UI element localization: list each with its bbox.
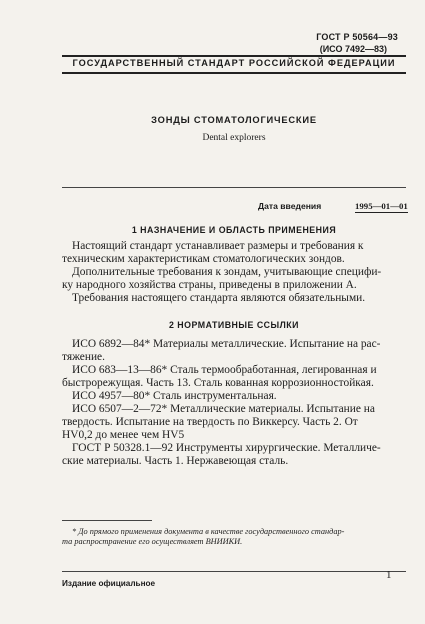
footnote: [62, 527, 410, 547]
top-rule: [62, 55, 406, 57]
reference-line: быстрорежущая. Часть 13. Сталь кованная коррозионностойкая.: [62, 377, 374, 389]
iso-code: (ИСО 7492—83): [319, 44, 387, 54]
document-subtitle: Dental explorers: [202, 133, 266, 143]
paragraph-line: Требования настоящего стандарта являются обязательными.: [72, 292, 366, 304]
reference-line: ИСО 683—13—86* Сталь термообработанная, легированная и: [72, 364, 377, 376]
standard-code: ГОСТ Р 50564—93: [316, 32, 398, 42]
title-rule: [62, 187, 406, 188]
organization-name: ГОСУДАРСТВЕННЫЙ СТАНДАРТ РОССИЙСКОЙ ФЕДЕРАЦИИ: [72, 58, 396, 68]
paragraph-line: ку народного хозяйства страны, приведены в приложении А.: [62, 279, 357, 291]
page-number: 1: [386, 569, 392, 581]
paragraph-line: Дополнительные требования к зондам, учитывающие специфи-: [72, 266, 382, 278]
paragraph-line: Настоящий стандарт устанавливает размеры и требования к: [72, 240, 364, 252]
footer-rule: [62, 571, 406, 572]
section-1-heading: 1 НАЗНАЧЕНИЕ И ОБЛАСТЬ ПРИМЕНЕНИЯ: [131, 225, 337, 235]
reference-line: ИСО 6507—2—72* Металлические материалы. Испытание на: [72, 403, 375, 415]
footnote-line: та распространение его осуществляет ВНИИКИ.: [62, 537, 243, 546]
reference-line: ИСО 4957—80* Сталь инструментальная.: [72, 390, 277, 402]
section-2-body: [62, 338, 410, 468]
date-label: Дата введения: [258, 201, 322, 211]
reference-line: твердость. Испытание на твердость по Виккерсу. Часть 2. От: [62, 416, 358, 428]
footnote-rule: [62, 520, 152, 521]
document-title: ЗОНДЫ СТОМАТОЛОГИЧЕСКИЕ: [151, 115, 317, 125]
reference-line: ГОСТ Р 50328.1—92 Инструменты хирургические. Металличе-: [72, 442, 381, 454]
reference-line: тяжение.: [62, 351, 105, 363]
paragraph-line: техническим характеристикам стоматологических зондов.: [62, 253, 345, 265]
reference-line: ИСО 6892—84* Материалы металлические. Испытание на рас-: [72, 338, 381, 350]
section-2-heading: 2 НОРМАТИВНЫЕ ССЫЛКИ: [168, 320, 300, 330]
edition-label: Издание официальное: [62, 579, 156, 588]
section-1-body: [62, 240, 410, 305]
date-value: 1995—01—01: [355, 201, 408, 211]
organization-rule: [62, 72, 406, 74]
reference-line: HV0,2 до менее чем HV5: [62, 429, 185, 441]
reference-line: ские материалы. Часть 1. Нержавеющая сталь.: [62, 455, 289, 467]
footnote-line: * До прямого применения документа в качестве государственного стандар-: [72, 527, 345, 536]
